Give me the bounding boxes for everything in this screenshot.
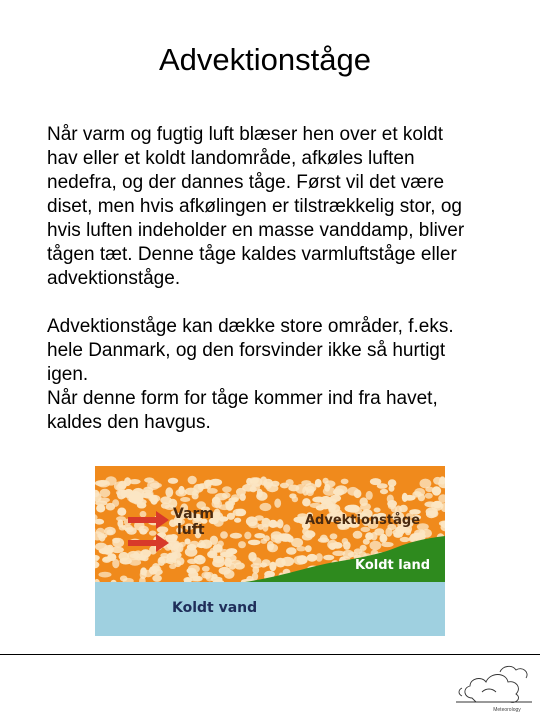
fog-diagram [95, 466, 445, 636]
cloud-logo-icon [452, 658, 536, 718]
fog-blob [119, 525, 126, 530]
fog-blob [405, 528, 411, 535]
fog-blob [100, 489, 111, 497]
fog-blob [188, 571, 198, 579]
fog-blob [335, 485, 348, 494]
fog-blob [252, 572, 258, 580]
fog-blob [112, 538, 120, 544]
fog-blob [389, 485, 395, 492]
fog-blob [275, 558, 286, 568]
fog-blob [105, 476, 116, 485]
fog-blob [165, 535, 177, 543]
fog-blob [286, 547, 297, 554]
fog-blob [291, 538, 303, 547]
fog-blob [129, 494, 142, 503]
intro-paragraph: Når varm og fugtig luft blæser hen over et koldt hav eller et koldt landområde, afkøles luften nedefra, og der dannes tåge. Først vil det være diset, men hvis afkølingen er tilstrækkelig stor, og hvis luften indeholder en masse vanddamp, bliver tågen tæt. Denne tåge kaldes varmluftståge eller advektionståge. [47, 124, 465, 289]
fog-blob [197, 555, 204, 561]
fog-blob [365, 532, 373, 540]
fog-blob [219, 567, 231, 575]
fog-blob [204, 572, 211, 579]
fog-blob [431, 501, 443, 511]
fog-blob [112, 499, 119, 507]
fog-blob [271, 534, 282, 542]
fog-blob [144, 477, 154, 482]
warm-air-label-line1: Varm [173, 506, 215, 522]
fog-blob [400, 537, 410, 542]
fog-blob [207, 551, 217, 559]
fog-blob [360, 503, 371, 510]
fog-blob [255, 515, 264, 521]
warm-air-label-line2: luft [177, 522, 205, 538]
fog-blob [107, 529, 114, 534]
fog-blob [388, 503, 396, 509]
fog-blob [251, 483, 260, 491]
fog-blob [280, 483, 289, 489]
fog-blob [116, 490, 127, 496]
fog-blob [148, 495, 160, 502]
fog-blob [381, 542, 393, 547]
fog-label: Advektionståge [305, 513, 421, 528]
fog-blob [174, 560, 181, 567]
fog-blob [238, 541, 246, 548]
fog-blob [99, 534, 106, 542]
fog-blob [330, 495, 341, 502]
fog-blob [220, 531, 228, 538]
fog-blob [305, 483, 317, 493]
fog-blob [112, 559, 119, 568]
fog-blob [168, 478, 178, 484]
fog-blob [234, 518, 241, 523]
fog-blob [380, 534, 387, 542]
fog-blob [202, 566, 210, 572]
fog-blob [204, 480, 213, 486]
footer-divider [0, 654, 540, 655]
fog-blob [220, 552, 233, 558]
fog-blob [370, 541, 382, 551]
fog-blob [120, 576, 128, 582]
fog-blob [165, 487, 173, 497]
cold-land-label: Koldt land [355, 558, 431, 573]
fog-blob [193, 484, 203, 493]
fog-blob [149, 531, 157, 536]
fog-blob [419, 529, 425, 538]
fog-blob [305, 545, 312, 552]
fog-blob [212, 559, 224, 568]
fog-blob [249, 477, 259, 484]
cold-water-shape [95, 582, 445, 636]
cold-water-label: Koldt vand [172, 600, 258, 616]
fog-blob [312, 497, 325, 503]
extent-paragraph: Advektionståge kan dække store områder, f.eks. hele Danmark, og den forsvinder ikke så hurtigt igen. Når denne form for tåge kommer ind fra havet, kaldes den havgus. [47, 316, 454, 433]
fog-blob [99, 572, 112, 578]
fog-blob [380, 489, 388, 494]
fog-blob [397, 529, 405, 534]
fog-blob [260, 503, 272, 511]
fog-blob [420, 479, 432, 489]
fog-blob [230, 533, 242, 539]
fog-blob [200, 540, 212, 549]
page-title: Advektionståge [159, 42, 371, 77]
advection-fog-illustration [95, 466, 445, 636]
fog-blob [139, 555, 146, 560]
fog-blob [254, 533, 265, 538]
fog-blob [377, 483, 388, 489]
fog-blob [215, 493, 228, 500]
fog-blob [248, 522, 259, 528]
fog-blob [288, 485, 299, 492]
logo-caption: Meteorology [493, 707, 521, 713]
fog-blob [374, 508, 381, 513]
fog-blob [180, 497, 190, 502]
fog-blob [330, 533, 338, 539]
fog-blob [166, 553, 176, 563]
fog-blob [353, 531, 363, 539]
fog-blob [153, 569, 163, 576]
fog-blob [240, 494, 246, 501]
fog-blob [229, 560, 241, 565]
fog-blob [117, 508, 126, 516]
fog-blob [325, 480, 336, 487]
fog-blob [232, 497, 239, 502]
fog-blob [329, 543, 336, 550]
fog-blob [366, 491, 373, 500]
fog-blob [116, 516, 126, 521]
fog-blob [141, 493, 150, 498]
fog-blob [157, 526, 168, 533]
fog-blob [283, 524, 290, 533]
fog-blob [326, 501, 333, 510]
fog-blob [160, 496, 171, 504]
fog-blob [140, 511, 147, 518]
fog-blob [260, 476, 267, 485]
fog-blob [127, 551, 139, 560]
fog-blob [432, 486, 441, 495]
fog-blob [219, 516, 229, 521]
fog-blob [332, 551, 345, 556]
fog-blob [217, 541, 224, 548]
fog-blob [289, 493, 296, 498]
fog-blob [341, 479, 349, 485]
fog-blob [119, 552, 130, 561]
fog-blob [274, 499, 281, 508]
fog-blob [261, 539, 268, 544]
fog-blob [320, 535, 328, 543]
fog-blob [252, 557, 261, 565]
fog-blob [185, 547, 198, 556]
fog-blob [268, 520, 277, 528]
fog-blob [248, 540, 261, 546]
fog-blob [347, 487, 358, 496]
fog-blob [262, 559, 271, 566]
fog-blob [244, 532, 251, 540]
fog-blob [297, 555, 308, 564]
fog-blob [425, 493, 433, 499]
fog-blob [302, 498, 311, 506]
fog-blob [143, 570, 153, 577]
fog-blob [323, 487, 336, 496]
fog-blob [323, 555, 334, 561]
fog-blob [150, 483, 162, 489]
fog-blob [385, 527, 392, 536]
fog-blob [256, 492, 267, 501]
fog-blob [236, 509, 247, 517]
fog-blob [222, 486, 232, 492]
fog-blob [152, 575, 162, 582]
fog-blob [310, 503, 322, 508]
fog-blob [267, 544, 278, 553]
fog-blob [342, 538, 348, 544]
fog-blob [95, 543, 107, 551]
fog-blob [304, 530, 315, 538]
fog-blob [103, 557, 111, 562]
fog-blob [96, 504, 105, 512]
fog-blob [426, 510, 437, 518]
fog-blob [403, 495, 415, 501]
fog-blob [188, 476, 197, 485]
fog-blob [307, 554, 318, 562]
